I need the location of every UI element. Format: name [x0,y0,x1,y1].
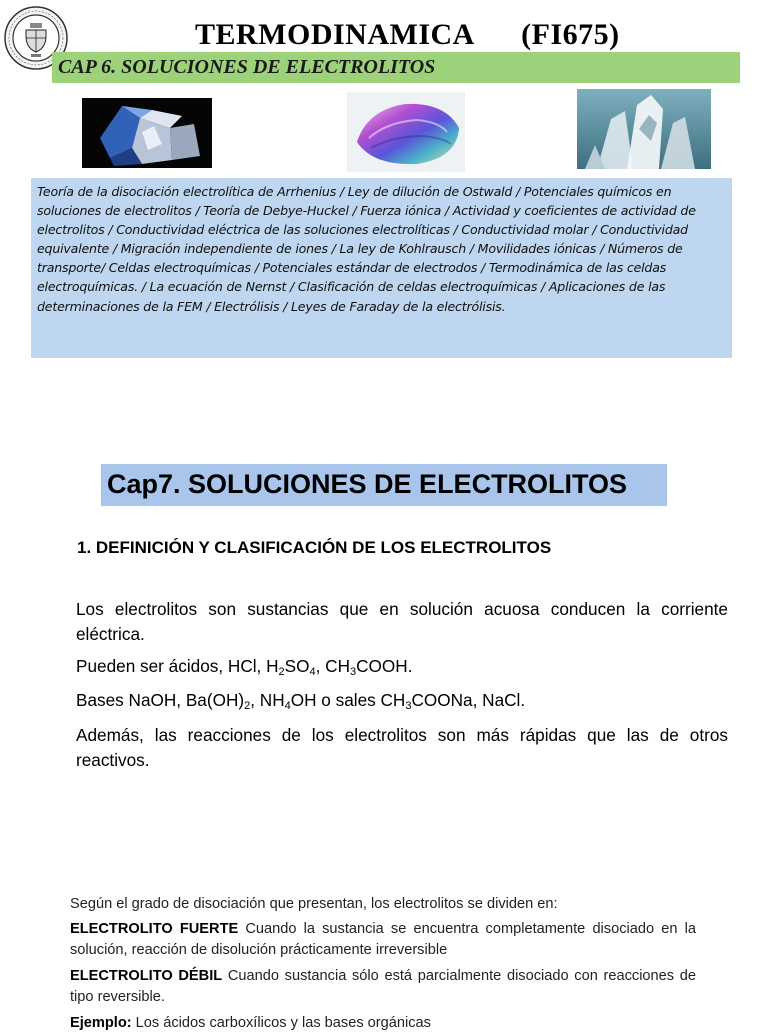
definition-paragraph: Los electrolitos son sustancias que en solución acuosa conducen la corriente eléctrica. [76,599,728,644]
topics-box [31,178,732,358]
course-title: TERMODINAMICA (FI675) [195,18,620,51]
strong-electrolyte-paragraph: ELECTROLITO FUERTE Cuando la sustancia se encuentra completamente disociado en la solución, reacción de disolución prácticamente irreversible [70,921,696,958]
chapter-7-title-banner [101,464,667,506]
topics-text: Teoría de la disociación electrolítica de Arrhenius / Ley de dilución de Ostwald / Potenciales químicos en soluciones de electrolitos / Teoría de Debye-Huckel / Fuerza iónica / Actividad y coeficientes de actividad de electrolitos / Conductividad eléctrica de las soluciones electrolíticas / Conductividad molar / Conductividad equivalente / Migración independiente de iones / La ley de Kohlrausch / Movilidades iónicas / Números de transporte/ Celdas electroquímicas / Potenciales estándar de electrodos / Termodinámica de las celdas electroquímicas. / La ecuación de Nernst / Clasificación de celdas electroquímicas / Aplicaciones de las determinaciones de la FEM / Electrólisis / Leyes de Faraday de la electrólisis. [37,184,696,314]
classification-intro: Según el grado de disociación que presentan, los electrolitos se dividen en: [70,896,558,912]
chapter-6-banner [52,52,740,83]
section-heading: 1. DEFINICIÓN Y CLASIFICACIÓN DE LOS ELECTROLITOS [77,538,552,557]
chapter-6-banner-text: CAP 6. SOLUCIONES DE ELECTROLITOS [58,56,436,78]
example-line: Ejemplo: Los ácidos carboxílicos y las bases orgánicas [70,1015,431,1031]
reactions-paragraph: Además, las reacciones de los electrolitos son más rápidas que las de otros reactivos. [76,725,728,770]
mineral-photo-iridescent [347,92,465,172]
example-label: Ejemplo: [70,1015,132,1031]
weak-electrolyte-label: ELECTROLITO DÉBIL [70,968,223,984]
acids-line: Pueden ser ácidos, HCl, $H_2SO_4$, $CH_3COOH$. [76,656,413,678]
strong-electrolyte-label: ELECTROLITO FUERTE [70,921,239,937]
bases-line: Bases NaOH, $Ba(OH)_2$, $NH_4OH$ o sales $CH_3COONa$, NaCl. [76,690,526,712]
mineral-photo-blue-crystals [82,98,212,168]
mineral-photo-clear-quartz [577,89,711,169]
weak-electrolyte-paragraph: ELECTROLITO DÉBIL Cuando sustancia sólo está parcialmente disociado con reacciones de tipo reversible. [70,968,696,1005]
chapter-7-title: Cap7. SOLUCIONES DE ELECTROLITOS [107,469,628,499]
